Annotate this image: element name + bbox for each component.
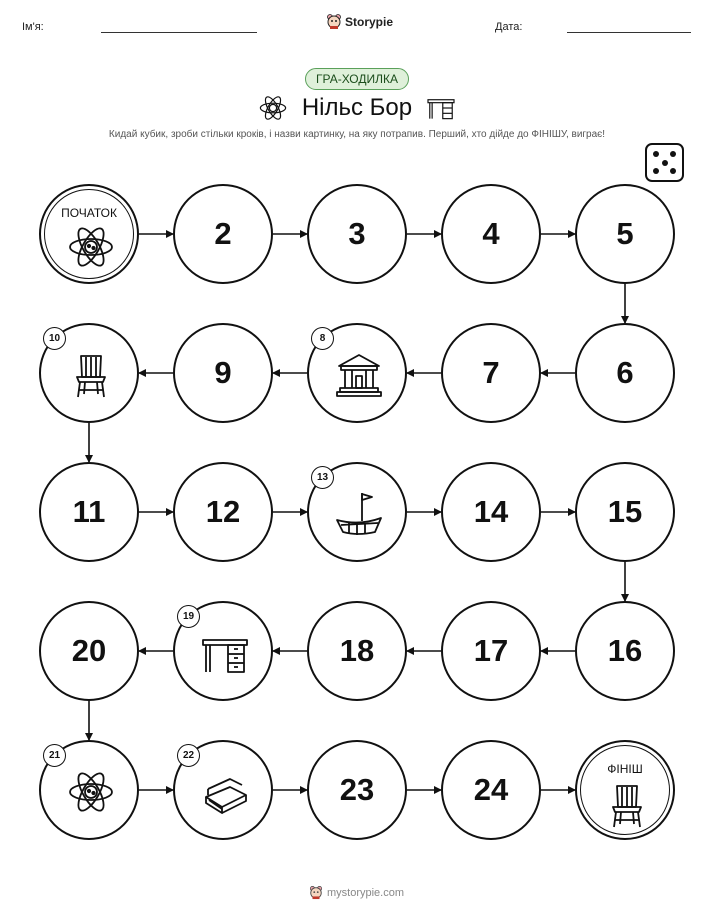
cell-number: 9 bbox=[214, 355, 232, 390]
cell-number: 16 bbox=[607, 633, 643, 668]
atom-icon bbox=[66, 767, 116, 817]
date-label: Дата: bbox=[495, 21, 523, 33]
brand-name: Storypie bbox=[345, 14, 394, 29]
board-cell-24 bbox=[441, 740, 541, 840]
cell-number: 15 bbox=[607, 494, 643, 529]
cell-number-tag: 10 bbox=[43, 327, 66, 350]
atom-icon bbox=[66, 222, 116, 272]
cell-number: 3 bbox=[348, 216, 366, 251]
cell-number: 12 bbox=[205, 494, 241, 529]
finish-cell bbox=[575, 740, 675, 840]
board-cell-13 bbox=[307, 462, 407, 562]
board-cell-3 bbox=[307, 184, 407, 284]
instructions: Кидай кубик, зроби стільки кроків, і назви картинку, на яку потрапив. Перший, хто дійде до ФІНІШУ, виграє! bbox=[108, 129, 606, 140]
board-cell-19 bbox=[173, 601, 273, 701]
cell-number-tag: 13 bbox=[311, 466, 334, 489]
board-cell-4 bbox=[441, 184, 541, 284]
start-label: ПОЧАТОК bbox=[61, 206, 117, 220]
board-cell-16 bbox=[575, 601, 675, 701]
board-cell-2 bbox=[173, 184, 273, 284]
cell-number-tag: 22 bbox=[177, 744, 200, 767]
board-cell-7 bbox=[441, 323, 541, 423]
page-title: Нільс Бор bbox=[301, 94, 413, 121]
book-icon bbox=[200, 767, 250, 817]
board-cell-8 bbox=[307, 323, 407, 423]
cell-number: 18 bbox=[339, 633, 375, 668]
cell-number: 23 bbox=[339, 772, 375, 807]
board-cell-23 bbox=[307, 740, 407, 840]
board-cell-6 bbox=[575, 323, 675, 423]
cell-number-tag: 8 bbox=[311, 327, 334, 350]
cell-number: 2 bbox=[214, 216, 232, 251]
board-cell-21 bbox=[39, 740, 139, 840]
cell-number: 17 bbox=[473, 633, 509, 668]
cell-number: 24 bbox=[473, 772, 509, 807]
board-cell-17 bbox=[441, 601, 541, 701]
board-cell-11 bbox=[39, 462, 139, 562]
board-cell-12 bbox=[173, 462, 273, 562]
museum-icon bbox=[334, 350, 384, 400]
boat-icon bbox=[334, 489, 384, 539]
desk-icon bbox=[200, 628, 250, 678]
board-cell-10 bbox=[39, 323, 139, 423]
cell-number: 7 bbox=[482, 355, 500, 390]
cell-number: 20 bbox=[71, 633, 107, 668]
board-cell-5 bbox=[575, 184, 675, 284]
board-cell-22 bbox=[173, 740, 273, 840]
cell-number-tag: 21 bbox=[43, 744, 66, 767]
cell-number: 14 bbox=[473, 494, 509, 529]
cell-number: 11 bbox=[72, 494, 106, 529]
cell-number-tag: 19 bbox=[177, 605, 200, 628]
game-badge: ГРА-ХОДИЛКА bbox=[305, 68, 409, 90]
board-cell-14 bbox=[441, 462, 541, 562]
start-cell bbox=[39, 184, 139, 284]
cell-number: 4 bbox=[482, 216, 500, 251]
cell-number: 5 bbox=[616, 216, 634, 251]
cell-number: 6 bbox=[616, 355, 634, 390]
mascot-icon bbox=[309, 885, 323, 900]
chair-icon bbox=[602, 780, 652, 830]
footer bbox=[309, 885, 404, 900]
finish-label: ФІНІШ bbox=[607, 762, 643, 776]
footer-url: mystorypie.com bbox=[327, 886, 405, 899]
board-cell-9 bbox=[173, 323, 273, 423]
chair-icon bbox=[66, 350, 116, 400]
board-cell-18 bbox=[307, 601, 407, 701]
board-cell-20 bbox=[39, 601, 139, 701]
board-cell-15 bbox=[575, 462, 675, 562]
name-label: Ім'я: bbox=[22, 21, 44, 33]
